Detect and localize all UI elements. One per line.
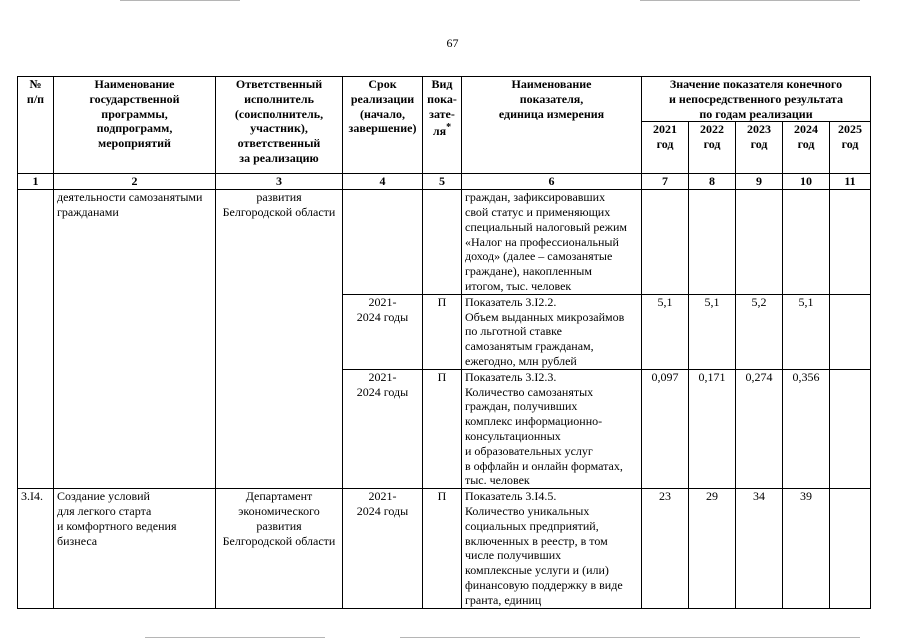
header-program-name: Наименование государственной программы, подпрограмм, мероприятий <box>54 77 216 174</box>
table-row <box>18 489 871 608</box>
column-number-6: 6 <box>462 174 642 190</box>
row-value-2025 <box>830 489 871 608</box>
column-number-7: 7 <box>642 174 689 190</box>
table-row <box>18 190 871 295</box>
column-number-8: 8 <box>689 174 736 190</box>
row-value-2024: 39 <box>783 489 830 608</box>
program-indicators-table <box>17 76 871 609</box>
top-edge-line-right <box>640 0 860 1</box>
header-footnote-mark: * <box>446 122 452 134</box>
row-value-2023: 5,2 <box>736 294 783 369</box>
row-value-2024: 0,356 <box>783 369 830 488</box>
header-year-2023: 2023 год <box>736 122 783 174</box>
row-value-2022 <box>689 190 736 295</box>
row-period <box>343 190 423 295</box>
row-period: 2021- 2024 годы <box>343 489 423 608</box>
row-period: 2021- 2024 годы <box>343 294 423 369</box>
row-executor: развития Белгородской области <box>216 190 343 489</box>
column-number-9: 9 <box>736 174 783 190</box>
row-value-2021: 5,1 <box>642 294 689 369</box>
row-value-2025 <box>830 190 871 295</box>
row-indicator-name: Показатель 3.I4.5. Количество уникальных социальных предприятий, включенных в реестр, в том числе получивших комплексные услуги и (или) финансовую поддержку в виде гранта, единиц <box>462 489 642 608</box>
row-indicator-type <box>423 190 462 295</box>
column-number-4: 4 <box>343 174 423 190</box>
header-executor: Ответственный исполнитель (соисполнитель, участник), ответственный за реализацию <box>216 77 343 174</box>
header-year-2025: 2025 год <box>830 122 871 174</box>
row-executor: Департамент экономического развития Белгородской области <box>216 489 343 608</box>
column-number-3: 3 <box>216 174 343 190</box>
row-value-2021: 23 <box>642 489 689 608</box>
column-number-10: 10 <box>783 174 830 190</box>
row-indicator-name: Показатель 3.I2.2. Объем выданных микрозаймов по льготной ставке самозанятым гражданам, ежегодно, млн рублей <box>462 294 642 369</box>
row-value-2022: 0,171 <box>689 369 736 488</box>
column-number-5: 5 <box>423 174 462 190</box>
header-indicator-type-label: Вид пока- зате- ля <box>427 77 457 139</box>
row-value-2021 <box>642 190 689 295</box>
row-value-2025 <box>830 369 871 488</box>
row-value-2023: 0,274 <box>736 369 783 488</box>
column-number-11: 11 <box>830 174 871 190</box>
row-value-2025 <box>830 294 871 369</box>
header-indicator-type <box>423 77 462 174</box>
header-values-group: Значение показателя конечного и непосредственного результата по годам реализации <box>642 77 871 122</box>
header-indicator-name: Наименование показателя, единица измерения <box>462 77 642 174</box>
bottom-edge-line-left <box>145 637 325 638</box>
row-number <box>18 190 54 489</box>
row-indicator-type: П <box>423 369 462 488</box>
row-value-2024: 5,1 <box>783 294 830 369</box>
header-period: Срок реализации (начало, завершение) <box>343 77 423 174</box>
row-indicator-type: П <box>423 489 462 608</box>
row-value-2024 <box>783 190 830 295</box>
row-value-2022: 29 <box>689 489 736 608</box>
row-value-2023: 34 <box>736 489 783 608</box>
top-edge-line-left <box>120 0 240 1</box>
header-year-2021: 2021 год <box>642 122 689 174</box>
column-number-1: 1 <box>18 174 54 190</box>
header-number: № п/п <box>18 77 54 174</box>
row-period: 2021- 2024 годы <box>343 369 423 488</box>
column-number-2: 2 <box>54 174 216 190</box>
header-year-2022: 2022 год <box>689 122 736 174</box>
row-value-2023 <box>736 190 783 295</box>
row-program-name: Создание условий для легкого старта и комфортного ведения бизнеса <box>54 489 216 608</box>
row-value-2022: 5,1 <box>689 294 736 369</box>
row-program-name: деятельности самозанятыми гражданами <box>54 190 216 489</box>
row-indicator-type: П <box>423 294 462 369</box>
row-number: 3.I4. <box>18 489 54 608</box>
page-number: 67 <box>446 36 459 50</box>
bottom-edge-line-right <box>400 637 860 638</box>
row-indicator-name: Показатель 3.I2.3. Количество самозанятых граждан, получивших комплекс информационно- консультационных и образовательных услуг в оффлайн и онлайн форматах, тыс. человек <box>462 369 642 488</box>
header-year-2024: 2024 год <box>783 122 830 174</box>
row-value-2021: 0,097 <box>642 369 689 488</box>
row-indicator-name: граждан, зафиксировавших свой статус и применяющих специальный налоговый режим «Налог на профессиональный доход» (далее – самозанятые граждане), накопленным итогом, тыс. человек <box>462 190 642 295</box>
